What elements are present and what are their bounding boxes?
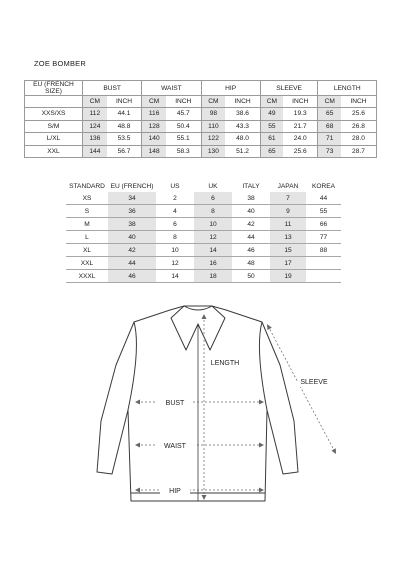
size-cell: S/M [25,120,83,133]
table-row [66,205,341,218]
hip-arrow-left [135,488,140,493]
size-cell: XXS/XS [25,108,83,121]
shoulder-seam-right [259,322,267,410]
value-cell: 12 [194,231,232,244]
value-cell: 6 [156,218,194,231]
value-cell: 136 [83,133,107,146]
value-cell: 140 [142,133,166,146]
value-cell: 48.8 [107,120,142,133]
page-title: ZOE BOMBER [34,59,87,68]
value-cell: 25.6 [341,108,377,121]
shoulder-seam-left [128,322,136,410]
unit-header: INCH [341,96,377,108]
column-header: UK [208,182,218,190]
measurements-table [24,80,377,158]
table-row [25,120,377,133]
value-cell: 42 [232,218,270,231]
value-cell: 44 [232,231,270,244]
value-cell: 51.2 [225,145,260,158]
value-cell: 68 [318,120,341,133]
conversion-table [66,180,341,283]
size-cell: S [66,205,108,218]
value-cell: 58.3 [166,145,201,158]
size-header: EU (FRENCH SIZE) [25,81,83,96]
value-cell: 34 [108,192,156,205]
value-cell: 130 [201,145,225,158]
value-cell: 14 [156,270,194,283]
value-cell: 65 [318,108,341,121]
unit-header: CM [201,96,225,108]
value-cell: 124 [83,120,107,133]
unit-header: CM [318,96,341,108]
jacket-diagram [0,290,400,520]
value-cell: 25.6 [283,145,318,158]
value-cell: 88 [306,244,341,257]
value-cell: 24.0 [283,133,318,146]
value-cell: 46 [232,244,270,257]
column-header: JAPAN [277,182,299,190]
value-cell: 56.7 [107,145,142,158]
table-row [66,257,341,270]
value-cell: 43.3 [225,120,260,133]
value-cell: 36 [108,205,156,218]
value-cell: 15 [270,244,306,257]
hip-label: HIP [169,488,181,495]
sleeve-label: SLEEVE [300,379,328,386]
group-header-bust: BUST [83,81,142,96]
sleeve-arrow-top [267,324,272,330]
value-cell: 6 [194,192,232,205]
value-cell: 28.0 [341,133,377,146]
group-header-sleeve: SLEEVE [260,81,318,96]
hip-arrow-right [259,488,264,493]
size-cell: XXXL [66,270,108,283]
collar-right [198,306,225,350]
value-cell: 71 [318,133,341,146]
value-cell: 65 [260,145,283,158]
value-cell: 110 [201,120,225,133]
unit-header-row [25,96,377,108]
unit-header: CM [260,96,283,108]
table-row [66,244,341,257]
value-cell: 55 [260,120,283,133]
waist-arrow-right [259,443,264,448]
size-cell: XXL [66,257,108,270]
group-header-waist: WAIST [142,81,201,96]
value-cell: 2 [156,192,194,205]
value-cell: 4 [156,205,194,218]
waist-label: WAIST [164,443,186,450]
value-cell: 17 [270,257,306,270]
size-cell: L/XL [25,133,83,146]
value-cell: 8 [156,231,194,244]
length-label: LENGTH [210,360,240,367]
value-cell: 112 [83,108,107,121]
size-cell: L [66,231,108,244]
value-cell: 40 [108,231,156,244]
value-cell: 55.1 [166,133,201,146]
column-header: US [170,182,180,190]
value-cell: 42 [108,244,156,257]
value-cell: 10 [156,244,194,257]
value-cell: 38 [232,192,270,205]
group-header-hip: HIP [201,81,260,96]
table-row [66,231,341,244]
unit-header: INCH [225,96,260,108]
waist-arrow-left [135,443,140,448]
back-neck [184,306,212,310]
table-row [25,108,377,121]
value-cell: 44 [108,257,156,270]
size-cell: XS [66,192,108,205]
value-cell: 55 [306,205,341,218]
size-cell: XL [66,244,108,257]
value-cell: 19 [270,270,306,283]
table-row [25,145,377,158]
value-cell: 14 [194,244,232,257]
value-cell [306,257,341,270]
value-cell: 44 [306,192,341,205]
value-cell: 40 [232,205,270,218]
value-cell: 44.1 [107,108,142,121]
value-cell: 8 [194,205,232,218]
value-cell: 48 [232,257,270,270]
size-cell: XXL [25,145,83,158]
column-header: EU (FRENCH) [110,182,154,190]
bust-arrow-right [259,400,264,405]
value-cell: 21.7 [283,120,318,133]
column-header: STANDARD [69,182,105,190]
value-cell [306,270,341,283]
value-cell: 28.7 [341,145,377,158]
unit-header: INCH [107,96,142,108]
value-cell: 98 [201,108,225,121]
value-cell: 38.6 [225,108,260,121]
bust-label: BUST [165,400,185,407]
value-cell: 26.8 [341,120,377,133]
unit-header: CM [83,96,107,108]
value-cell: 19.3 [283,108,318,121]
value-cell: 77 [306,231,341,244]
value-cell: 18 [194,270,232,283]
value-cell: 73 [318,145,341,158]
size-cell: M [66,218,108,231]
table-row [66,270,341,283]
group-header-length: LENGTH [318,81,377,96]
length-arrow-top [202,314,207,319]
bust-arrow-left [135,400,140,405]
value-cell: 9 [270,205,306,218]
sleeve-arrow-bottom [331,448,336,454]
value-cell: 46 [108,270,156,283]
sleeve-dashed-line [268,326,335,452]
unit-header-blank [25,96,83,108]
value-cell: 12 [156,257,194,270]
value-cell: 45.7 [166,108,201,121]
value-cell: 148 [142,145,166,158]
column-header: ITALY [242,182,260,190]
value-cell: 7 [270,192,306,205]
value-cell: 144 [83,145,107,158]
value-cell: 11 [270,218,306,231]
value-cell: 13 [270,231,306,244]
table-row [66,192,341,205]
table-header-row [25,81,377,96]
value-cell: 128 [142,120,166,133]
length-arrow-bottom [202,495,207,500]
unit-header: CM [142,96,166,108]
column-header: KOREA [311,182,336,190]
value-cell: 38 [108,218,156,231]
value-cell: 16 [194,257,232,270]
value-cell: 66 [306,218,341,231]
jacket-body-outline [97,306,298,501]
value-cell: 10 [194,218,232,231]
table-row [66,218,341,231]
unit-header: INCH [166,96,201,108]
value-cell: 50 [232,270,270,283]
table-header-row [66,180,341,192]
value-cell: 53.5 [107,133,142,146]
unit-header: INCH [283,96,318,108]
value-cell: 122 [201,133,225,146]
value-cell: 49 [260,108,283,121]
collar-left [171,306,198,350]
value-cell: 48.0 [225,133,260,146]
value-cell: 116 [142,108,166,121]
value-cell: 50.4 [166,120,201,133]
value-cell: 61 [260,133,283,146]
table-row [25,133,377,146]
